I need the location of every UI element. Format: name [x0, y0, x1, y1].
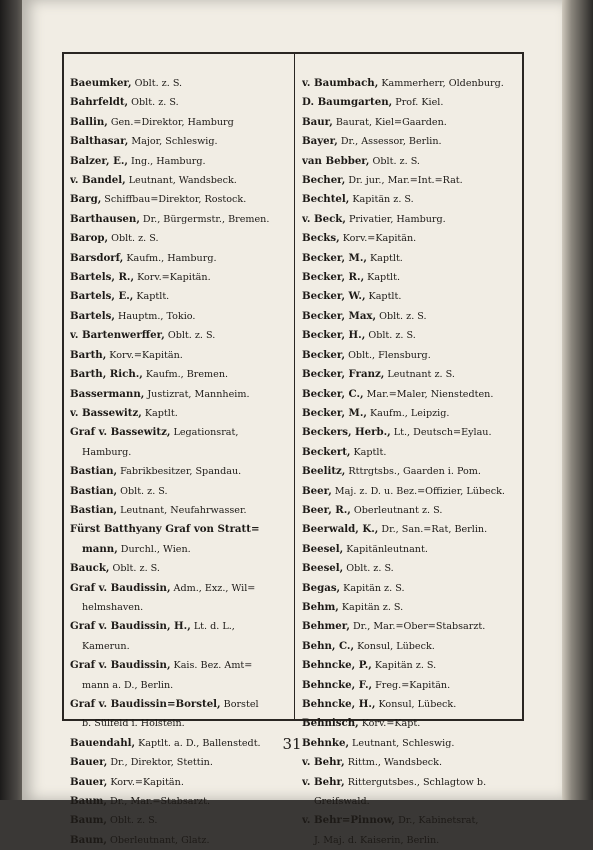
entry-details: Oblt. z. S.: [164, 330, 216, 342]
entry-name: Beer, R.,: [302, 503, 351, 516]
entry-details: Freg.=Kapitän.: [372, 679, 451, 691]
entry-name: Behnke,: [302, 736, 349, 749]
entry-details: helmshaven.: [82, 601, 144, 613]
entry-details: Oblt., Flensburg.: [345, 349, 431, 361]
entry-details: Oblt. z. S.: [128, 97, 179, 109]
entry-details: Maj. z. D. u. Bez.=Offizier, Lübeck.: [331, 485, 505, 497]
entry-details: Dr., Mar.=Ober=Stabsarzt.: [349, 621, 486, 633]
entry-name: D. Baumgarten,: [302, 96, 393, 109]
directory-entry: [70, 676, 290, 695]
entry-details: Kapitän z. S.: [340, 582, 405, 594]
entry-details: Dr. jur., Mar.=Int.=Rat.: [345, 175, 463, 187]
entry-details: Privatier, Hamburg.: [345, 213, 446, 225]
directory-entry: [302, 617, 524, 636]
directory-entry: [70, 501, 290, 520]
entry-details: Leutnant, Wandsbeck.: [125, 175, 237, 187]
entry-details: Konsul, Lübeck.: [375, 699, 457, 710]
directory-entry: [70, 617, 290, 636]
entry-details: Korv.=Kapitän.: [106, 349, 183, 361]
entry-name: Baum,: [70, 814, 107, 827]
directory-entry: [70, 152, 290, 171]
entry-details: Justizrat, Mannheim.: [144, 388, 250, 400]
directory-entry: [302, 190, 524, 209]
directory-entry: [302, 210, 524, 229]
directory-entry: [302, 74, 524, 93]
entry-details: Kapitänleutnant.: [343, 543, 428, 555]
right-column: [302, 74, 524, 850]
directory-entry: [302, 404, 524, 423]
entry-details: Kaptlt.: [133, 291, 170, 303]
entry-details: Kapitän z. S.: [338, 601, 404, 613]
entry-details: Adm., Exz., Wil=: [170, 582, 256, 594]
entry-name: Beesel,: [302, 542, 344, 555]
entry-name: Baeumker,: [70, 77, 132, 89]
entry-details: Dr., Assessor, Berlin.: [337, 136, 442, 148]
entry-details: Oblt. z. S.: [117, 485, 168, 497]
entry-details: Korv.=Kapitän.: [134, 272, 211, 284]
entry-name: Becker, Max,: [302, 309, 377, 322]
directory-entry: [302, 365, 524, 384]
entry-name: Behncke, P.,: [302, 659, 372, 672]
directory-entry: [302, 443, 524, 462]
entry-details: Baurat, Kiel=Gaarden.: [332, 116, 447, 128]
entry-details: Oblt. z. S.: [108, 233, 159, 245]
entry-details: Kapitän z. S.: [371, 660, 437, 672]
entry-details: Kaufm., Bremen.: [142, 369, 229, 381]
entry-name: v. Behr=Pinnow,: [302, 814, 396, 827]
entry-details: Kaptlt.: [365, 291, 402, 303]
entry-details: Mar.=Maler, Nienstedten.: [363, 388, 494, 400]
directory-entry: [70, 365, 290, 384]
directory-entry: [302, 229, 524, 248]
entry-name: Graf v. Baudissin,: [70, 581, 171, 594]
entry-name: Bastian,: [70, 484, 118, 497]
directory-entry: [70, 326, 290, 345]
entry-details: J. Maj. d. Kaiserin, Berlin.: [314, 834, 440, 846]
entry-details: Major, Schleswig.: [128, 136, 218, 148]
directory-entry: [302, 385, 524, 404]
entry-details: Korv.=Kapitän.: [339, 233, 417, 245]
entry-name: Barg,: [70, 193, 102, 206]
entry-details: Leutnant, Schleswig.: [349, 737, 455, 749]
directory-entry: [302, 346, 524, 365]
directory-entry: [302, 171, 524, 190]
directory-entry: [70, 210, 290, 229]
entry-details: Leutnant z. S.: [384, 369, 455, 381]
entry-name: Bauer,: [70, 756, 108, 769]
entry-name: Beerwald, K.,: [302, 523, 379, 536]
entry-details: Oblt. z. S.: [109, 563, 160, 575]
entry-name: Beer,: [302, 484, 332, 497]
directory-entry: [70, 171, 290, 190]
directory-entry: [302, 559, 524, 578]
directory-entry: [70, 831, 290, 850]
entry-name: v. Beck,: [302, 212, 346, 225]
entry-name: Graf v. Baudissin=Borstel,: [70, 698, 221, 710]
entry-details: Hamburg.: [82, 446, 132, 458]
directory-entry: [302, 132, 524, 151]
entry-name: Baum,: [70, 795, 107, 808]
entry-details: b. Sülfeld i. Holstein.: [82, 718, 185, 730]
entry-details: Dr., Mar.=Stabsarzt.: [106, 796, 211, 808]
entry-name: Ballin,: [70, 115, 108, 128]
entry-details: Dr., Bürgermstr., Bremen.: [139, 213, 270, 225]
entry-details: Prof. Kiel.: [392, 97, 444, 109]
directory-entry: [302, 268, 524, 287]
entry-details: Fabrikbesitzer, Spandau.: [117, 466, 242, 478]
entry-name: Behm,: [302, 600, 339, 613]
entry-name: Bauck,: [70, 562, 110, 575]
directory-entry: [70, 287, 290, 306]
entry-details: Dr., Direktor, Stettin.: [107, 757, 213, 769]
directory-entry: [302, 753, 524, 772]
entry-name: Becker, H.,: [302, 329, 366, 342]
directory-entry: [70, 656, 290, 675]
directory-entry: [302, 773, 524, 792]
column-divider: [294, 54, 295, 719]
directory-entry: [70, 598, 290, 617]
directory-entry: [302, 579, 524, 598]
directory-entry: [70, 190, 290, 209]
entry-name: Beckers, Herb.,: [302, 426, 391, 439]
entry-name: Becker, M.,: [302, 406, 367, 419]
directory-entry: [302, 462, 524, 481]
directory-entry: [302, 482, 524, 501]
entry-details: Kaptlt.: [350, 446, 387, 458]
entry-name: Becker,: [302, 348, 346, 361]
book-spine-shadow: [0, 0, 24, 800]
entry-name: Balzer, E.,: [70, 154, 128, 167]
entry-name: v. Bartenwerffer,: [70, 329, 165, 342]
entry-name: Barsdorf,: [70, 251, 124, 264]
entry-name: Bartels,: [70, 309, 115, 322]
directory-entry: [302, 152, 524, 171]
entry-details: Hauptm., Tokio.: [114, 310, 196, 322]
directory-entry: [70, 482, 290, 501]
directory-entry: [70, 385, 290, 404]
book-page: [22, 0, 562, 846]
directory-entry: [70, 559, 290, 578]
entry-name: Graf v. Baudissin,: [70, 659, 171, 672]
directory-entry: [302, 501, 524, 520]
directory-entry: [70, 773, 290, 792]
entry-details: Leutnant, Neufahrwasser.: [117, 504, 247, 516]
directory-entry: [70, 404, 290, 423]
entry-details: Kais. Bez. Amt=: [170, 660, 253, 672]
directory-entry: [302, 540, 524, 559]
entry-details: Kapitän z. S.: [349, 194, 414, 206]
entry-details: Kaptlt.: [364, 272, 401, 284]
directory-entry: [70, 132, 290, 151]
directory-entry: [302, 113, 524, 132]
entry-name: Behnisch,: [302, 717, 359, 730]
entry-details: Oberleutnant z. S.: [350, 504, 443, 516]
entry-name: Behncke, F.,: [302, 678, 373, 691]
entry-details: Rittm., Wandsbeck.: [344, 757, 443, 769]
entry-details: Oblt. z. S.: [131, 78, 183, 89]
directory-entry: [70, 695, 290, 714]
page-number: 31: [282, 735, 302, 753]
entry-details: Konsul, Lübeck.: [354, 640, 435, 652]
entry-details: Kaptlt.: [141, 407, 178, 419]
entry-name: Behn, C.,: [302, 639, 355, 652]
directory-entry: [302, 423, 524, 442]
entry-details: Rittergutsbes., Schlagtow b.: [344, 776, 487, 788]
entry-details: Durchl., Wien.: [117, 543, 191, 555]
entry-name: Behmer,: [302, 620, 350, 633]
directory-entry: [70, 714, 290, 733]
directory-entry: [302, 326, 524, 345]
directory-entry: [302, 637, 524, 656]
directory-entry: [70, 423, 290, 442]
entry-details: Oberleutnant, Glatz.: [106, 834, 210, 846]
entry-details: Schiffbau=Direktor, Rostock.: [101, 194, 247, 206]
entry-name: Bastian,: [70, 503, 118, 516]
entry-name: v. Bandel,: [70, 174, 126, 187]
entry-details: Oblt. z. S.: [369, 155, 420, 167]
directory-entry: [70, 74, 290, 93]
entry-details: Dr., Kabinetsrat,: [395, 815, 479, 827]
entry-name: Becks,: [302, 232, 340, 245]
entry-details: Kammerherr, Oldenburg.: [378, 78, 504, 89]
directory-entry: [302, 695, 524, 714]
entry-name: Becker, W.,: [302, 290, 366, 303]
entry-details: Greifswald.: [314, 796, 370, 808]
directory-entry: [302, 249, 524, 268]
directory-entry: [70, 520, 290, 539]
directory-entry: [70, 637, 290, 656]
directory-entry: [70, 249, 290, 268]
entry-name: Bayer,: [302, 135, 338, 148]
entry-name: Becker, C.,: [302, 387, 364, 400]
entry-details: Legationsrat,: [170, 427, 239, 439]
directory-entry: [70, 307, 290, 326]
entry-name: Becker, R.,: [302, 271, 365, 284]
entry-details: Kaptlt. a. D., Ballenstedt.: [135, 737, 261, 749]
entry-name: v. Bassewitz,: [70, 406, 142, 419]
entry-details: Borstel: [220, 699, 259, 710]
directory-entry: [302, 792, 524, 811]
entry-name: Beesel,: [302, 562, 344, 575]
entry-name: Graf v. Baudissin, H.,: [70, 620, 191, 633]
entry-name: v. Behr,: [302, 756, 345, 769]
entry-name: Bechtel,: [302, 193, 350, 206]
directory-entry: [70, 579, 290, 598]
entry-name: Bahrfeldt,: [70, 96, 129, 109]
entry-name: Beelitz,: [302, 465, 346, 478]
entry-name: Baum,: [70, 833, 107, 846]
entry-details: Gen.=Direktor, Hamburg: [107, 116, 234, 128]
directory-entry: [302, 287, 524, 306]
directory-entry: [302, 831, 524, 850]
entry-details: Kaptlt.: [366, 252, 403, 264]
entry-name: Graf v. Bassewitz,: [70, 426, 171, 439]
directory-entry: [70, 753, 290, 772]
entry-name: Beckert,: [302, 445, 351, 458]
directory-entry: [302, 93, 524, 112]
entry-name: v. Baumbach,: [302, 77, 379, 89]
left-column: [70, 74, 290, 850]
directory-entry: [70, 229, 290, 248]
directory-entry: [70, 540, 290, 559]
page-edge-shadow: [562, 0, 593, 800]
entry-name: Baur,: [302, 115, 333, 128]
entry-name: Bastian,: [70, 465, 118, 478]
entry-name: Balthasar,: [70, 135, 129, 148]
directory-entry: [70, 93, 290, 112]
directory-entry: [302, 520, 524, 539]
directory-entry: [302, 598, 524, 617]
entry-name: Barthausen,: [70, 212, 140, 225]
directory-entry: [302, 656, 524, 675]
directory-entry: [70, 811, 290, 830]
entry-name: van Bebber,: [302, 154, 370, 167]
entry-name: Bartels, E.,: [70, 290, 134, 303]
entry-details: Oblt. z. S.: [365, 330, 416, 342]
entry-details: Lt. d. L.,: [190, 621, 235, 633]
entry-details: Oblt. z. S.: [106, 815, 158, 827]
entry-name: Bassermann,: [70, 387, 145, 400]
directory-entry: [70, 113, 290, 132]
directory-entry: [70, 792, 290, 811]
entry-details: mann a. D., Berlin.: [82, 679, 174, 691]
entry-name: Becher,: [302, 174, 346, 187]
directory-entry: [70, 268, 290, 287]
entry-details: Oblt. z. S.: [376, 310, 427, 322]
directory-entry: [302, 714, 524, 733]
entry-details: Kamerun.: [82, 640, 130, 652]
entry-details: Kaufm., Hamburg.: [123, 252, 217, 264]
entry-name: Barop,: [70, 232, 109, 245]
entry-details: Dr., San.=Rat, Berlin.: [378, 524, 488, 536]
entry-name: Begas,: [302, 581, 341, 594]
directory-entry: [70, 462, 290, 481]
entry-details: Oblt. z. S.: [343, 563, 394, 575]
entry-name: Bauer,: [70, 775, 108, 788]
entry-name: Barth, Rich.,: [70, 368, 143, 381]
entry-details: Lt., Deutsch=Eylau.: [390, 427, 492, 439]
entry-name: mann,: [82, 542, 118, 555]
entry-name: Fürst Batthyany Graf von Stratt=: [70, 523, 260, 536]
entry-name: Bartels, R.,: [70, 271, 135, 284]
entry-details: Korv.=Kapitän.: [107, 776, 184, 788]
directory-entry: [302, 307, 524, 326]
entry-name: v. Behr,: [302, 775, 345, 788]
entry-details: Rttrgtsbs., Gaarden i. Pom.: [345, 466, 481, 478]
directory-entry: [70, 346, 290, 365]
entry-details: Ing., Hamburg.: [127, 155, 206, 167]
entry-name: Becker, Franz,: [302, 368, 385, 381]
entry-details: Korv.=Kapt.: [358, 718, 421, 730]
directory-entry: [302, 811, 524, 830]
entry-name: Becker, M.,: [302, 251, 367, 264]
directory-entry: [70, 443, 290, 462]
entry-name: Bauendahl,: [70, 736, 136, 749]
entry-name: Behncke, H.,: [302, 698, 376, 710]
entry-details: Kaufm., Leipzig.: [366, 407, 450, 419]
directory-entry: [302, 676, 524, 695]
entry-name: Barth,: [70, 348, 107, 361]
